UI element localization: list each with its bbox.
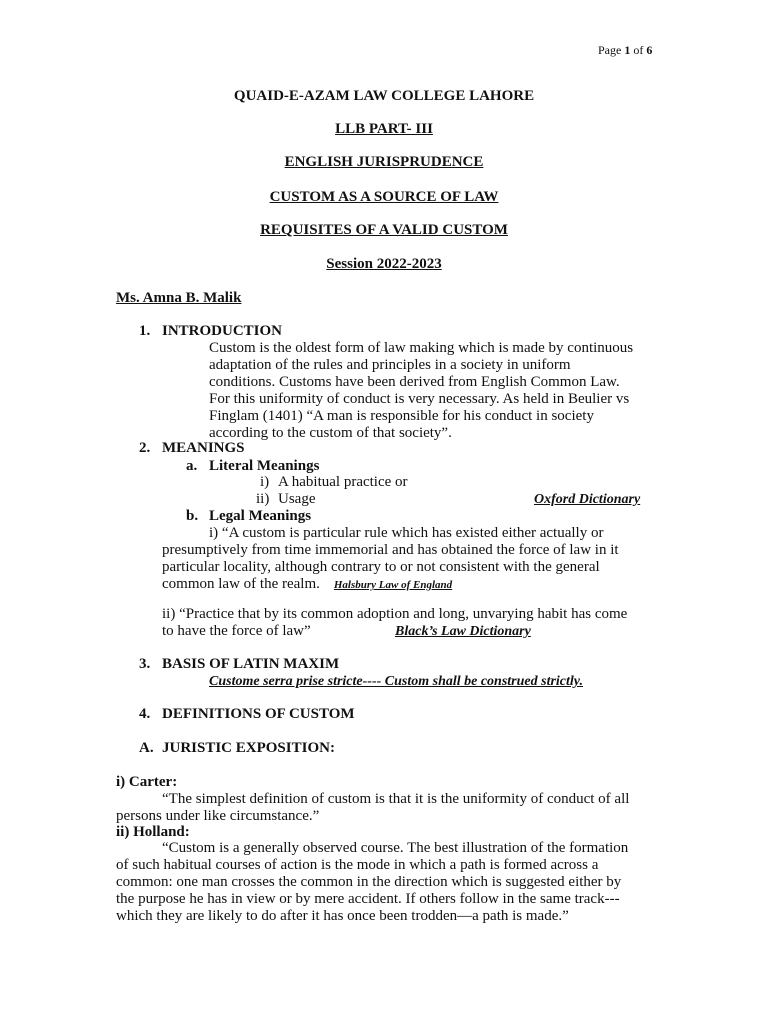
section-number-meanings: 2.	[139, 440, 151, 456]
latin-maxim: Custome serra prise stricte---- Custom shall be construed strictly.	[209, 674, 583, 689]
juristic-title: JURISTIC EXPOSITION:	[162, 740, 335, 756]
legal-def2-line: to have the force of law”	[162, 623, 311, 639]
session-title: Session 2022-2023	[326, 256, 442, 272]
author-name: Ms. Amna B. Malik	[116, 290, 242, 306]
legal-def2-line: ii) “Practice that by its common adoption and long, unvarying habit has come	[162, 606, 628, 622]
introduction-line: Finglam (1401) “A man is responsible for his conduct in society	[209, 408, 594, 424]
subtopic-title: REQUISITES OF A VALID CUSTOM	[260, 222, 508, 238]
holland-line: which they are likely to do after it has once been trodden—a path is made.”	[116, 908, 569, 924]
carter-line: “The simplest definition of custom is that it is the uniformity of conduct of all	[162, 791, 630, 807]
subject-title: ENGLISH JURISPRUDENCE	[284, 154, 484, 170]
page-number-prefix: Page	[598, 43, 625, 57]
holland-line: common: one man crosses the common in the direction which is suggested either by	[116, 874, 622, 890]
college-title: QUAID-E-AZAM LAW COLLEGE LAHORE	[233, 88, 535, 104]
introduction-paragraph	[209, 340, 633, 442]
introduction-line: Custom is the oldest form of law making which is made by continuous	[209, 340, 634, 356]
section-title-basis: BASIS OF LATIN MAXIM	[162, 656, 340, 672]
halsbury-source: Halsbury Law of England	[333, 579, 453, 591]
carter-paragraph	[116, 791, 629, 825]
topic-title: CUSTOM AS A SOURCE OF LAW	[269, 189, 499, 205]
juristic-marker: A.	[139, 740, 154, 756]
introduction-line: according to the custom of that society”.	[209, 425, 452, 441]
page-number-current: 1	[624, 43, 631, 57]
carter-line: persons under like circumstance.”	[116, 808, 320, 824]
literal-item-marker: i)	[260, 474, 270, 490]
introduction-line: conditions. Customs have been derived from English Common Law.	[209, 374, 620, 390]
carter-heading: i) Carter:	[116, 774, 178, 790]
holland-line: of such habitual courses of action is the mode in which a path is formed across a	[116, 857, 599, 873]
legal-def1-line: particular locality, although contrary to or not consistent with the general	[162, 559, 600, 575]
holland-paragraph	[116, 840, 628, 925]
legal-meanings-title: Legal Meanings	[209, 508, 312, 524]
holland-line: “Custom is a generally observed course. The best illustration of the formation	[162, 840, 629, 856]
legal-def1-last-text: common law of the realm.	[162, 576, 320, 592]
legal-def1-line: i) “A custom is particular rule which has existed either actually or	[209, 525, 604, 541]
section-title-introduction: INTRODUCTION	[162, 323, 283, 339]
literal-marker: a.	[186, 458, 198, 474]
page-number-total: 6	[646, 43, 653, 57]
introduction-line: adaptation of the rules and principles in a society in uniform	[209, 357, 571, 373]
section-title-definitions: DEFINITIONS OF CUSTOM	[162, 706, 355, 722]
literal-item-text: A habitual practice or	[278, 474, 408, 490]
section-number-introduction: 1.	[139, 323, 151, 339]
part-title: LLB PART- III	[335, 121, 433, 137]
page-number	[598, 42, 652, 59]
literal-item-text: Usage	[278, 491, 316, 507]
holland-line: the purpose he has in view or by mere accident. If others follow in the same track---	[116, 891, 620, 907]
page-number-separator: of	[630, 43, 647, 57]
legal-def1-line	[162, 576, 619, 594]
holland-heading: ii) Holland:	[116, 824, 190, 840]
blacks-source: Black’s Law Dictionary	[395, 624, 531, 639]
legal-marker: b.	[186, 508, 199, 524]
section-number-definitions: 4.	[139, 706, 151, 722]
section-title-meanings: MEANINGS	[162, 440, 245, 456]
introduction-line: For this uniformity of conduct is very necessary. As held in Beulier vs	[209, 391, 630, 407]
oxford-source: Oxford Dictionary	[534, 492, 641, 507]
legal-definition-1	[162, 525, 619, 594]
literal-item-marker: ii)	[256, 491, 270, 507]
literal-meanings-title: Literal Meanings	[209, 458, 320, 474]
legal-def1-line: presumptively from time immemorial and has obtained the force of law in it	[162, 542, 619, 558]
section-number-basis: 3.	[139, 656, 151, 672]
